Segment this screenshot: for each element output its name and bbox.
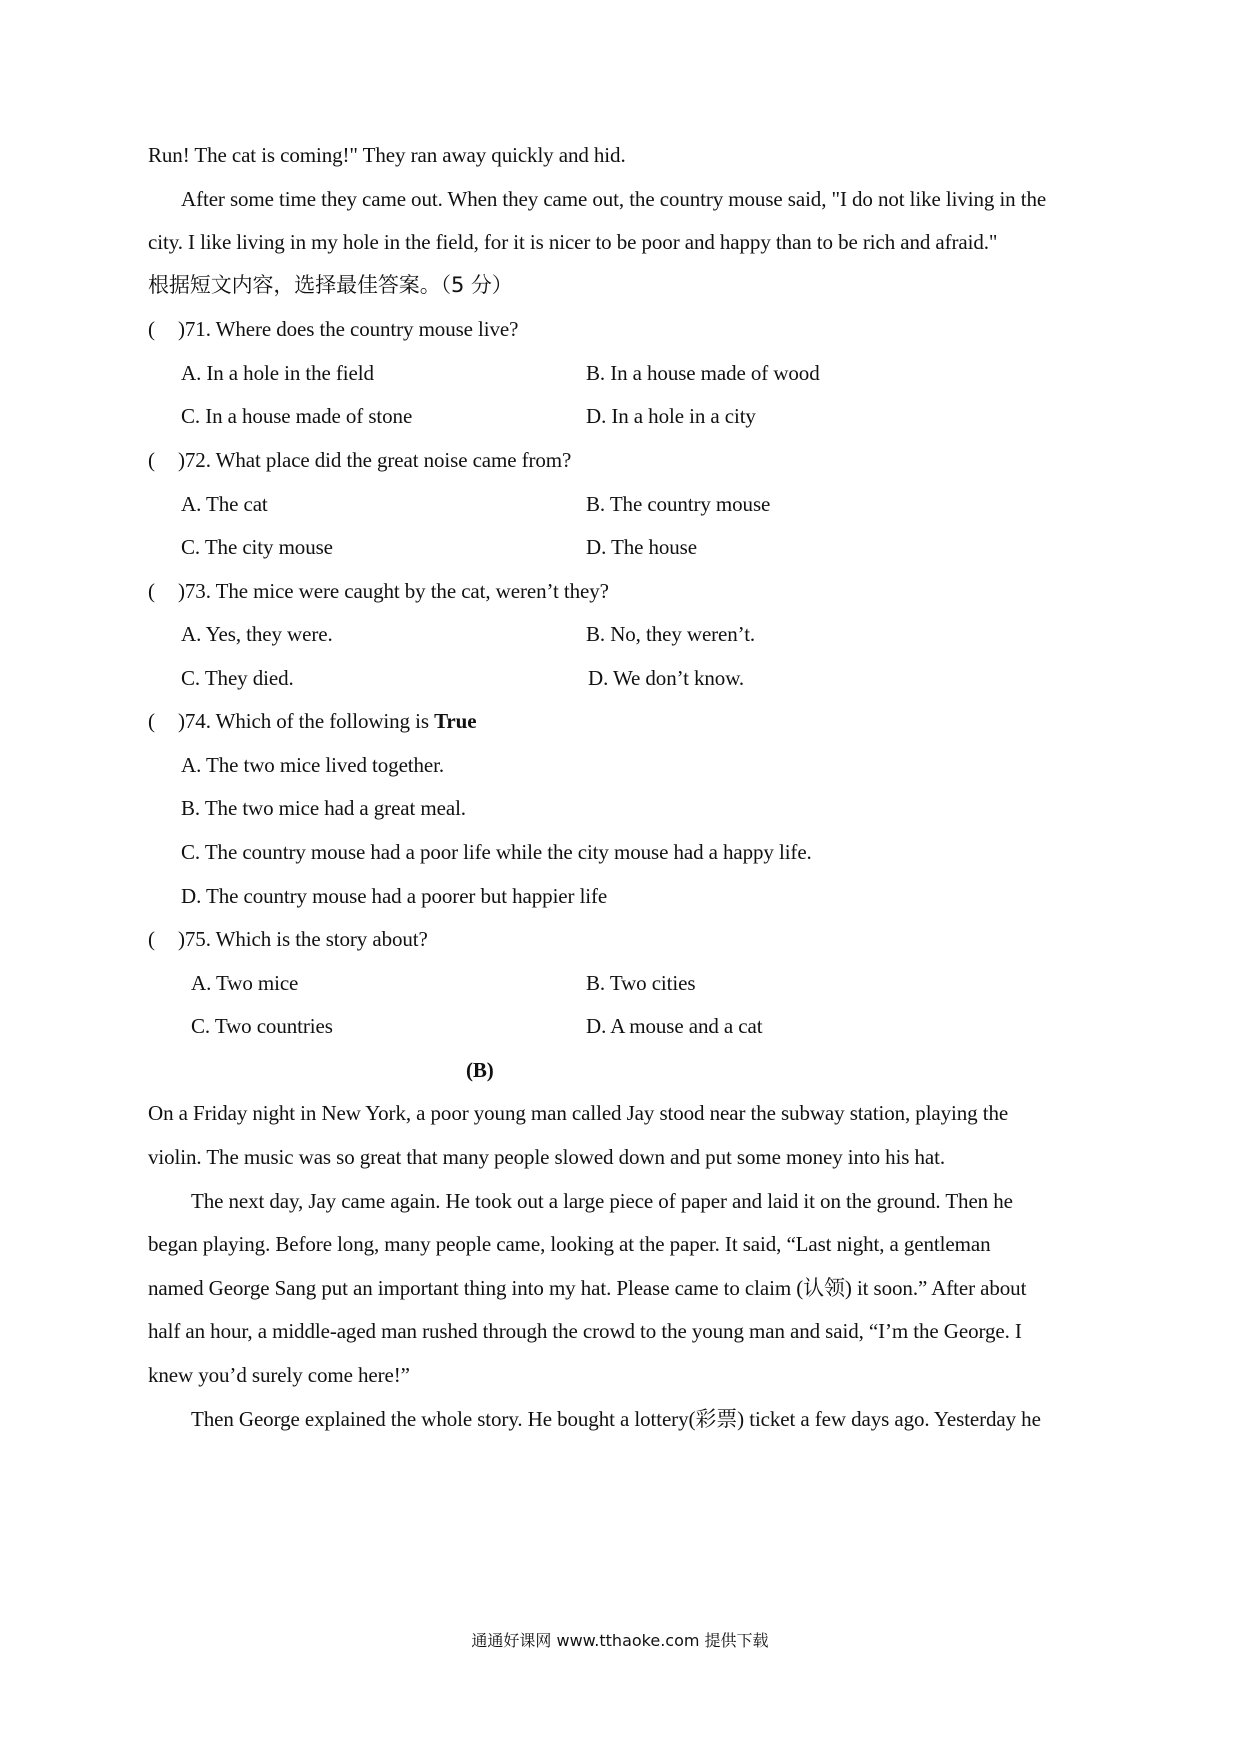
passage-b-line: half an hour, a middle-aged man rushed through the crowd to the young man and said, “I’m the George. I [148,1319,1022,1343]
question-text: )71. Where does the country mouse live? [178,317,519,341]
passage-b-line: began playing. Before long, many people came, looking at the paper. It said, “Last night, a gentleman [148,1232,991,1256]
option-d: D. We don’t know. [588,666,745,690]
option-d: D. The country mouse had a poorer but happier life [181,884,608,908]
answer-blank: ( [148,709,155,733]
option-c: C. Two countries [191,1014,333,1038]
option-a: A. Two mice [191,971,299,995]
question-74 [148,707,476,735]
answer-blank: ( [148,317,155,341]
option-b: B. Two cities [586,971,696,995]
option-a: A. Yes, they were. [181,622,333,646]
passage-b-line: The next day, Jay came again. He took out a large piece of paper and laid it on the ground. Then he [191,1189,1013,1213]
option-b: B. The two mice had a great meal. [181,796,466,820]
question-73 [148,577,609,605]
option-a: A. The cat [181,492,268,516]
instruction: 根据短文内容，选择最佳答案。（5 分） [148,273,513,297]
question-72 [148,446,571,474]
passage-a-line: Run! The cat is coming!" They ran away quickly and hid. [148,143,626,167]
question-text: )72. What place did the great noise came from? [178,448,572,472]
page-footer: 通通好课网 www.tthaoke.com 提供下载 [471,1631,769,1650]
passage-b-line: Then George explained the whole story. He bought a lottery(彩票) ticket a few days ago. Yesterday he [191,1407,1041,1431]
option-b: B. The country mouse [586,492,771,516]
passage-b-line: knew you’d surely come here!” [148,1363,410,1387]
option-d: D. The house [586,535,697,559]
question-75 [148,925,428,953]
passage-a-line: city. I like living in my hole in the field, for it is nicer to be poor and happy than to be rich and afraid." [148,230,998,254]
answer-blank: ( [148,579,155,603]
option-d: D. A mouse and a cat [586,1014,763,1038]
option-a: A. The two mice lived together. [181,753,445,777]
answer-blank: ( [148,927,155,951]
section-b-heading: (B) [466,1058,494,1082]
question-text: )73. The mice were caught by the cat, weren’t they? [178,579,609,603]
option-b: B. No, they weren’t. [586,622,756,646]
passage-b-line: On a Friday night in New York, a poor young man called Jay stood near the subway station, playing the [148,1101,1009,1125]
passage-a-line: After some time they came out. When they came out, the country mouse said, "I do not like living in the [181,187,1047,211]
question-71 [148,315,518,343]
question-text: )75. Which is the story about? [178,927,428,951]
option-d: D. In a hole in a city [586,404,756,428]
option-c: C. The city mouse [181,535,333,559]
passage-b-line: named George Sang put an important thing into my hat. Please came to claim (认领) it soon.” After about [148,1276,1027,1300]
option-b: B. In a house made of wood [586,361,820,385]
option-c: C. They died. [181,666,294,690]
passage-b-line: violin. The music was so great that many people slowed down and put some money into his hat. [148,1145,946,1169]
question-text: )74. Which of the following is [178,709,435,733]
option-c: C. The country mouse had a poor life while the city mouse had a happy life. [181,840,812,864]
answer-blank: ( [148,448,155,472]
emphasis-true: True [434,709,477,733]
option-c: C. In a house made of stone [181,404,413,428]
option-a: A. In a hole in the field [181,361,374,385]
